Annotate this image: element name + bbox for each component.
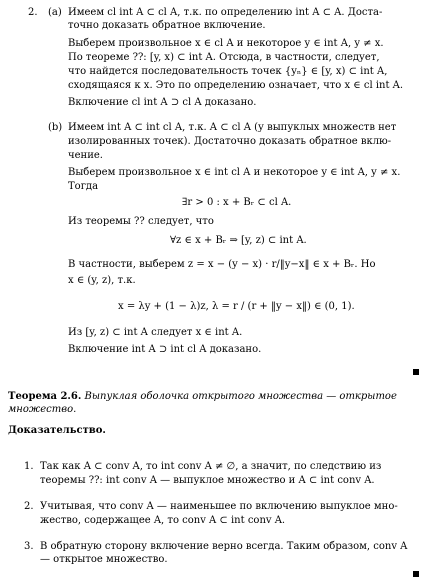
formula-lambda: x = λy + (1 − λ)z, λ = r / (r + ‖y − x‖) ∈ (0, 1).: [118, 301, 355, 312]
qed-square: [413, 571, 419, 577]
theorem-label: Теорема 2.6.: [8, 391, 82, 402]
item-number: 2.: [28, 7, 38, 18]
text-line: x ∈ (y, z), т.к.: [68, 275, 136, 286]
theorem-statement: [8, 390, 397, 403]
qed-square: [413, 369, 419, 375]
text-line: Из [y, z) ⊂ int A следует x ∈ int A.: [68, 327, 243, 338]
step-text: Так как A ⊂ conv A, то int conv A ≠ ∅, а значит, по следствию из: [40, 461, 382, 472]
theorem-text-continued: множество.: [8, 404, 77, 415]
theorem-text: Выпуклая оболочка открытого множества — открытое: [84, 391, 397, 402]
step-number: 1.: [24, 461, 34, 472]
text-line: В частности, выберем z = x − (y − x) · r/‖y−x‖ ∈ x + Bᵣ. Но: [68, 259, 376, 270]
text-line: Тогда: [68, 181, 99, 192]
subitem-b-label: (b): [48, 122, 63, 133]
text-line: чение.: [68, 150, 103, 161]
text-line: Включение cl int A ⊃ cl A доказано.: [68, 97, 257, 108]
proof-label: Доказательство.: [8, 425, 106, 436]
text-line: Выберем произвольное x ∈ cl A и некоторое y ∈ int A, y ≠ x.: [68, 38, 384, 49]
text-line: По теореме ??: [y, x) ⊂ int A. Отсюда, в частности, следует,: [68, 52, 380, 63]
text-line: Включение int A ⊃ int cl A доказано.: [68, 344, 262, 355]
step-text: теоремы ??: int conv A — выпуклое множество и A ⊂ int conv A.: [40, 475, 375, 486]
text-line: Выберем произвольное x ∈ int cl A и некоторое y ∈ int A, y ≠ x.: [68, 167, 401, 178]
formula-exists-r: ∃r > 0 : x + Bᵣ ⊂ cl A.: [182, 197, 292, 208]
step-number: 2.: [24, 501, 34, 512]
step-text: — открытое множество.: [40, 554, 168, 565]
step-text: Учитывая, что conv A — наименьшее по включению выпуклое мно-: [40, 501, 398, 512]
text-line: изолированных точек). Достаточно доказать обратное вклю-: [68, 136, 392, 147]
step-text: В обратную сторону включение верно всегда. Таким образом, conv A: [40, 541, 408, 552]
subitem-a-label: (a): [48, 7, 62, 18]
step-text: жество, содержащее A, то conv A ⊂ int conv A.: [40, 515, 286, 526]
text-line: Имеем cl int A ⊂ cl A, т.к. по определению int A ⊂ A. Доста-: [68, 7, 383, 18]
text-line: что найдется последовательность точек {yₙ} ∈ [y, x) ⊂ int A,: [68, 66, 388, 77]
text-line: сходящаяся к x. Это по определению означает, что x ∈ cl int A.: [68, 80, 404, 91]
text-line: Имеем int A ⊂ int cl A, т.к. A ⊂ cl A (у выпуклых множеств нет: [68, 122, 397, 133]
formula-forall-z: ∀z ∈ x + Bᵣ ⇒ [y, z) ⊂ int A.: [170, 235, 307, 246]
text-line: точно доказать обратное включение.: [68, 20, 266, 31]
text-line: Из теоремы ?? следует, что: [68, 216, 214, 227]
step-number: 3.: [24, 541, 34, 552]
